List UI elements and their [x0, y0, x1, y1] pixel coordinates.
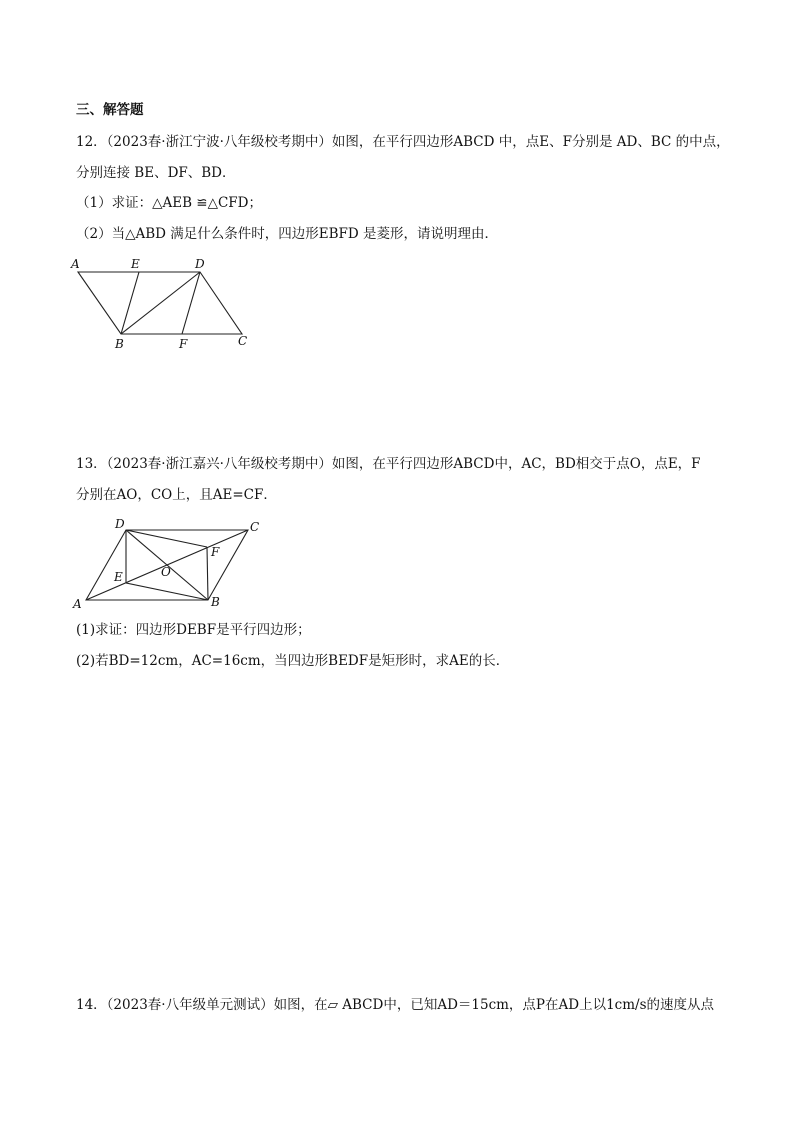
q12-label-d: D [195, 257, 205, 271]
q13-segment-be [126, 583, 208, 600]
q13-label-d: D [115, 517, 125, 531]
q13-label-c: C [250, 520, 260, 534]
q12-part2: （2）当△ABD 满足什么条件时，四边形EBFD 是菱形，请说明理由． [76, 226, 499, 242]
q13-label-f: F [211, 545, 220, 559]
q13-segment-df [126, 530, 207, 547]
q12-label-e: E [131, 257, 140, 271]
q13-segment-bf [207, 547, 208, 600]
q12-line1: 12．（2023春·浙江宁波·八年级校考期中）如图，在平行四边形ABCD 中，点E、F分别是 AD、BC 的中点， [76, 134, 730, 150]
q13-label-o: O [161, 565, 171, 579]
q12-label-a: A [71, 257, 80, 271]
q13-line1: 13．（2023春·浙江嘉兴·八年级校考期中）如图，在平行四边形ABCD中，AC，BD相交于点O，点E，F [76, 456, 701, 472]
section-title: 三、解答题 [76, 102, 144, 118]
q12-line2: 分别连接 BE、DF、BD． [76, 165, 236, 181]
q13-line2: 分别在AO，CO上，且AE=CF． [76, 487, 277, 503]
q13-part1: (1)求证：四边形DEBF是平行四边形； [76, 622, 311, 638]
q12-label-b: B [115, 337, 124, 351]
q13-label-b: B [211, 595, 220, 609]
q12-label-c: C [238, 334, 248, 348]
q14-line1: 14．（2023春·八年级单元测试）如图，在▱ ABCD中，已知AD＝15cm，点P在AD上以1cm/s的速度从点 [76, 997, 715, 1013]
q13-label-e: E [114, 570, 123, 584]
q12-part1: （1）求证：△AEB ≌△CFD； [76, 195, 263, 211]
q13-part2: (2)若BD=12cm，AC=16cm，当四边形BEDF是矩形时，求AE的长． [76, 653, 510, 669]
q12-label-f: F [179, 337, 188, 351]
q13-label-a: A [73, 597, 82, 611]
